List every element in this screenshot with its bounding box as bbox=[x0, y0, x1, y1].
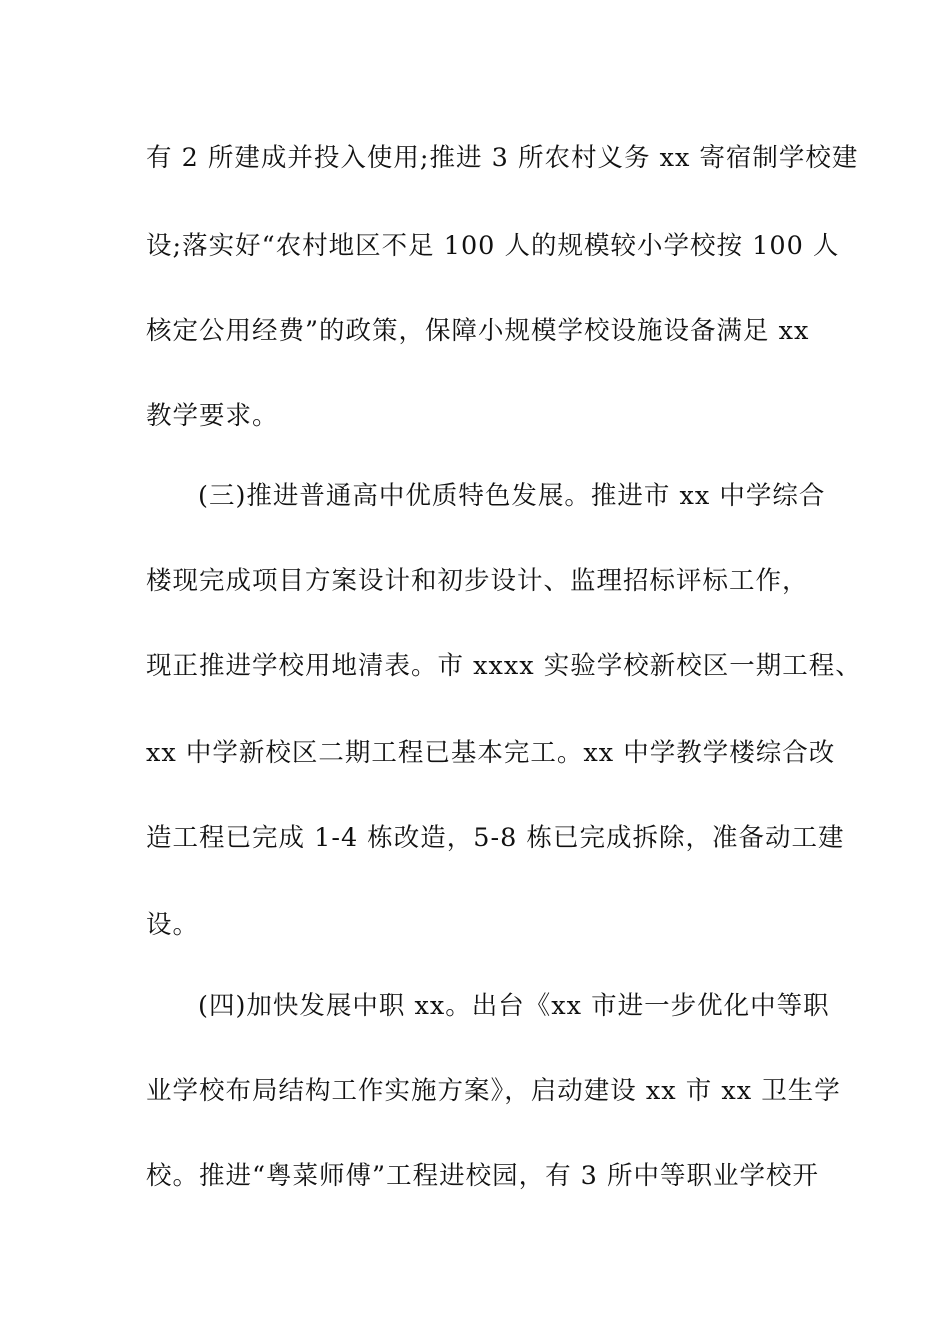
paragraph-line: 校。推进“粤菜师傅”工程进校园，有 3 所中等职业学校开 bbox=[146, 1161, 820, 1191]
paragraph-line: 有 2 所建成并投入使用;推进 3 所农村义务 xx 寄宿制学校建 bbox=[146, 143, 859, 173]
paragraph-line: 设;落实好“农村地区不足 100 人的规模较小学校按 100 人 bbox=[146, 231, 840, 261]
paragraph-line: 教学要求。 bbox=[146, 401, 279, 431]
section-heading-line: (三)推进普通高中优质特色发展。推进市 xx 中学综合 bbox=[198, 481, 826, 511]
paragraph-line: 现正推进学校用地清表。市 xxxx 实验学校新校区一期工程、 bbox=[146, 651, 862, 681]
paragraph-line: 楼现完成项目方案设计和初步设计、监理招标评标工作， bbox=[146, 566, 809, 596]
paragraph-line: 核定公用经费”的政策，保障小规模学校设施设备满足 xx bbox=[146, 316, 810, 346]
paragraph-line: 设。 bbox=[146, 910, 200, 940]
paragraph-line: xx 中学新校区二期工程已基本完工。xx 中学教学楼综合改 bbox=[146, 738, 836, 768]
section-heading-line: (四)加快发展中职 xx。出台《xx 市进一步优化中等职 bbox=[198, 991, 830, 1021]
paragraph-line: 业学校布局结构工作实施方案》，启动建设 xx 市 xx 卫生学 bbox=[146, 1076, 841, 1106]
paragraph-line: 造工程已完成 1-4 栋改造，5-8 栋已完成拆除，准备动工建 bbox=[146, 823, 845, 853]
